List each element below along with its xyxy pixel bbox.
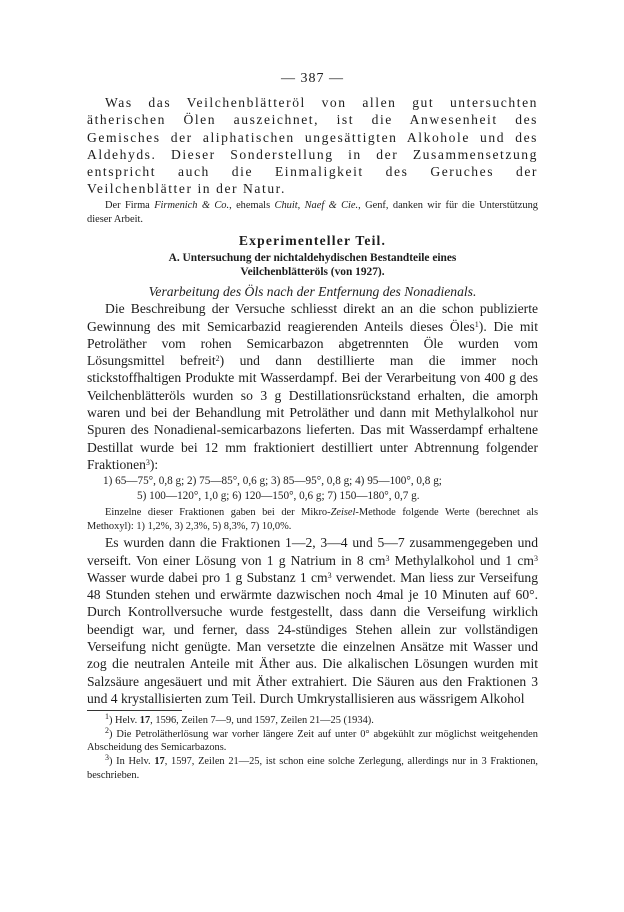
superscript-3-a: 3 [385,553,390,563]
zeisel-text-a: Einzelne dieser Fraktionen gaben bei der Mikro- [105,507,331,519]
para2-text-c: ) und dann destillierte man die immer noch stickstoffhaltigen Produkte mit Wasserdampf. Bei der Verarbeitung von 400 g des Veilchenblätteröls wurden so 3 g Destillationsrückstand erhalten, die amorph waren und bei der Behandlung mit Petroläther und dann mit Methylalkohol nur Spuren des Nonadienal-semicarbazons lieferten. Das mit Wasserdampf erhaltene Destillat wurde bei 12 mm fraktioniert destilliert unter Abtrennung folgender Fraktionen [87,353,539,472]
footnotes [87,714,538,782]
acknowledgement [87,199,538,227]
zeisel-note [87,506,538,534]
fractions-list [87,474,538,504]
section-subheading: A. Untersuchung der nichtaldehydischen Bestandteile eines Veilchenblätteröls (von 1927). [168,251,457,279]
ack-text-1: Der Firma [105,199,155,211]
footnote-1 [87,714,538,728]
footnote-1-text-b: , 1596, Zeilen 7—9, und 1597, Zeilen 21—25 (1934). [150,715,374,727]
ack-text-2: , ehemals [229,199,275,211]
paragraph-description [87,300,538,473]
fractions-line-2: 5) 100—120°, 1,0 g; 6) 120—150°, 0,6 g; 7) 150—180°, 0,7 g. [137,490,420,503]
footnote-ref-1: 1 [474,319,479,329]
zeisel-name: Zeisel [330,507,356,519]
italic-subsection-heading: Verarbeitung des Öls nach der Entfernung des Nonadienals. [148,283,477,299]
superscript-3-b: 3 [534,553,538,563]
ack-text-3: , Genf, danken wir für die Unterstützung dieser Arbeit. [87,199,538,225]
footnote-mark-1: 1 [105,712,109,722]
para2-text-a: Die Beschreibung der Versuche schliesst direkt an an die schon publizierte Gewinnung des mit Semicarbazid reagierenden Anteils dieses Öles [87,301,538,334]
para3-text-c: Wasser wurde dabei pro 1 g Substanz 1 cm [87,569,328,585]
footnote-2-text: ) Die Petrolätherlösung war vorher längere Zeit auf unter 0° abgekühlt zur möglichst weitgehenden Abscheidung des Semicarbazons. [87,728,538,754]
footnote-divider [87,710,182,711]
para3-text-a: Es wurden dann die Fraktionen 1—2, 3—4 und 5—7 zusammengegeben und verseift. Von einer Lösung von 1 g Natrium in 8 cm [87,535,538,568]
intro-paragraph: Was das Veilchenblätteröl von allen gut untersuchten ätherischen Ölen auszeichnet, ist die Anwesenheit des Gemisches der aliphatischen ungesättigten Alkohole und des Aldehyds. Dieser Sonderstellung in der Zusammensetzung entspricht auch die Einmaligkeit des Geruches der Veilchenblätter in der Natur. [87,95,538,197]
section-heading: Experimenteller Teil. [238,232,387,248]
zeisel-text-b: -Methode folgende Werte (berechnet als Methoxyl): 1) 1,2%, 3) 2,3%, 5) 8,3%, 7) 10,0%. [87,507,538,533]
footnote-3-volume: 17 [154,756,165,767]
document-page [87,70,538,782]
footnote-1-volume: 17 [139,715,151,727]
superscript-3-c: 3 [327,570,332,580]
footnote-1-text-a: ) Helv. [109,715,140,727]
para3-text-b: Methylalkohol und 1 cm [389,552,534,568]
footnote-mark-3: 3 [105,753,109,762]
footnote-ref-3: 3 [145,457,150,467]
footnote-ref-2: 2 [215,354,220,364]
ack-firm-2: Chuit, Naef & Cie. [274,199,359,211]
para2-text-d: ): [149,456,159,472]
fractions-line-1: 1) 65—75°, 0,8 g; 2) 75—85°, 0,6 g; 3) 85—95°, 0,8 g; 4) 95—100°, 0,8 g; [103,475,442,488]
footnote-2 [87,725,538,755]
footnote-3-text-b: , 1597, Zeilen 21—25, ist schon eine solche Zerlegung, allerdings nur in 3 Fraktionen, beschrieben. [87,756,538,781]
footnote-mark-2: 2 [105,725,109,735]
page-number: — 387 — [281,71,344,86]
paragraph-saponification [87,534,538,707]
para3-text-d: verwendet. Man liess zur Verseifung 48 Stunden stehen und erwärmte dazwischen noch 4mal je 10 Minuten auf 60°. Durch Kontrollversuche wurde festgestellt, dass dann die Verseifung wirklich beendigt war, und ferner, dass 24-stündiges Stehen allein zur vollständigen Verseifung nicht genügte. Man versetzte die einzelnen Ansätze mit Wasser und zog die neutralen Anteile mit Äther aus. Die alkalischen Lösungen wurden mit Salzsäure angesäuert und mit Äther extrahiert. Die Säuren aus den Fraktionen 3 und 4 krystallisierten zum Teil. Durch Umkrystallisieren aus wässrigem Alkohol [87,569,538,706]
footnote-3 [87,755,538,782]
ack-firm-1: Firmenich & Co. [154,199,230,211]
footnote-3-text-a: ) In Helv. [109,756,155,767]
para2-text-b: ). Die mit Petroläther vom rohen Semicarbazon abgetrennten Öle wurden vom Lösungsmittel befreit [87,318,538,369]
